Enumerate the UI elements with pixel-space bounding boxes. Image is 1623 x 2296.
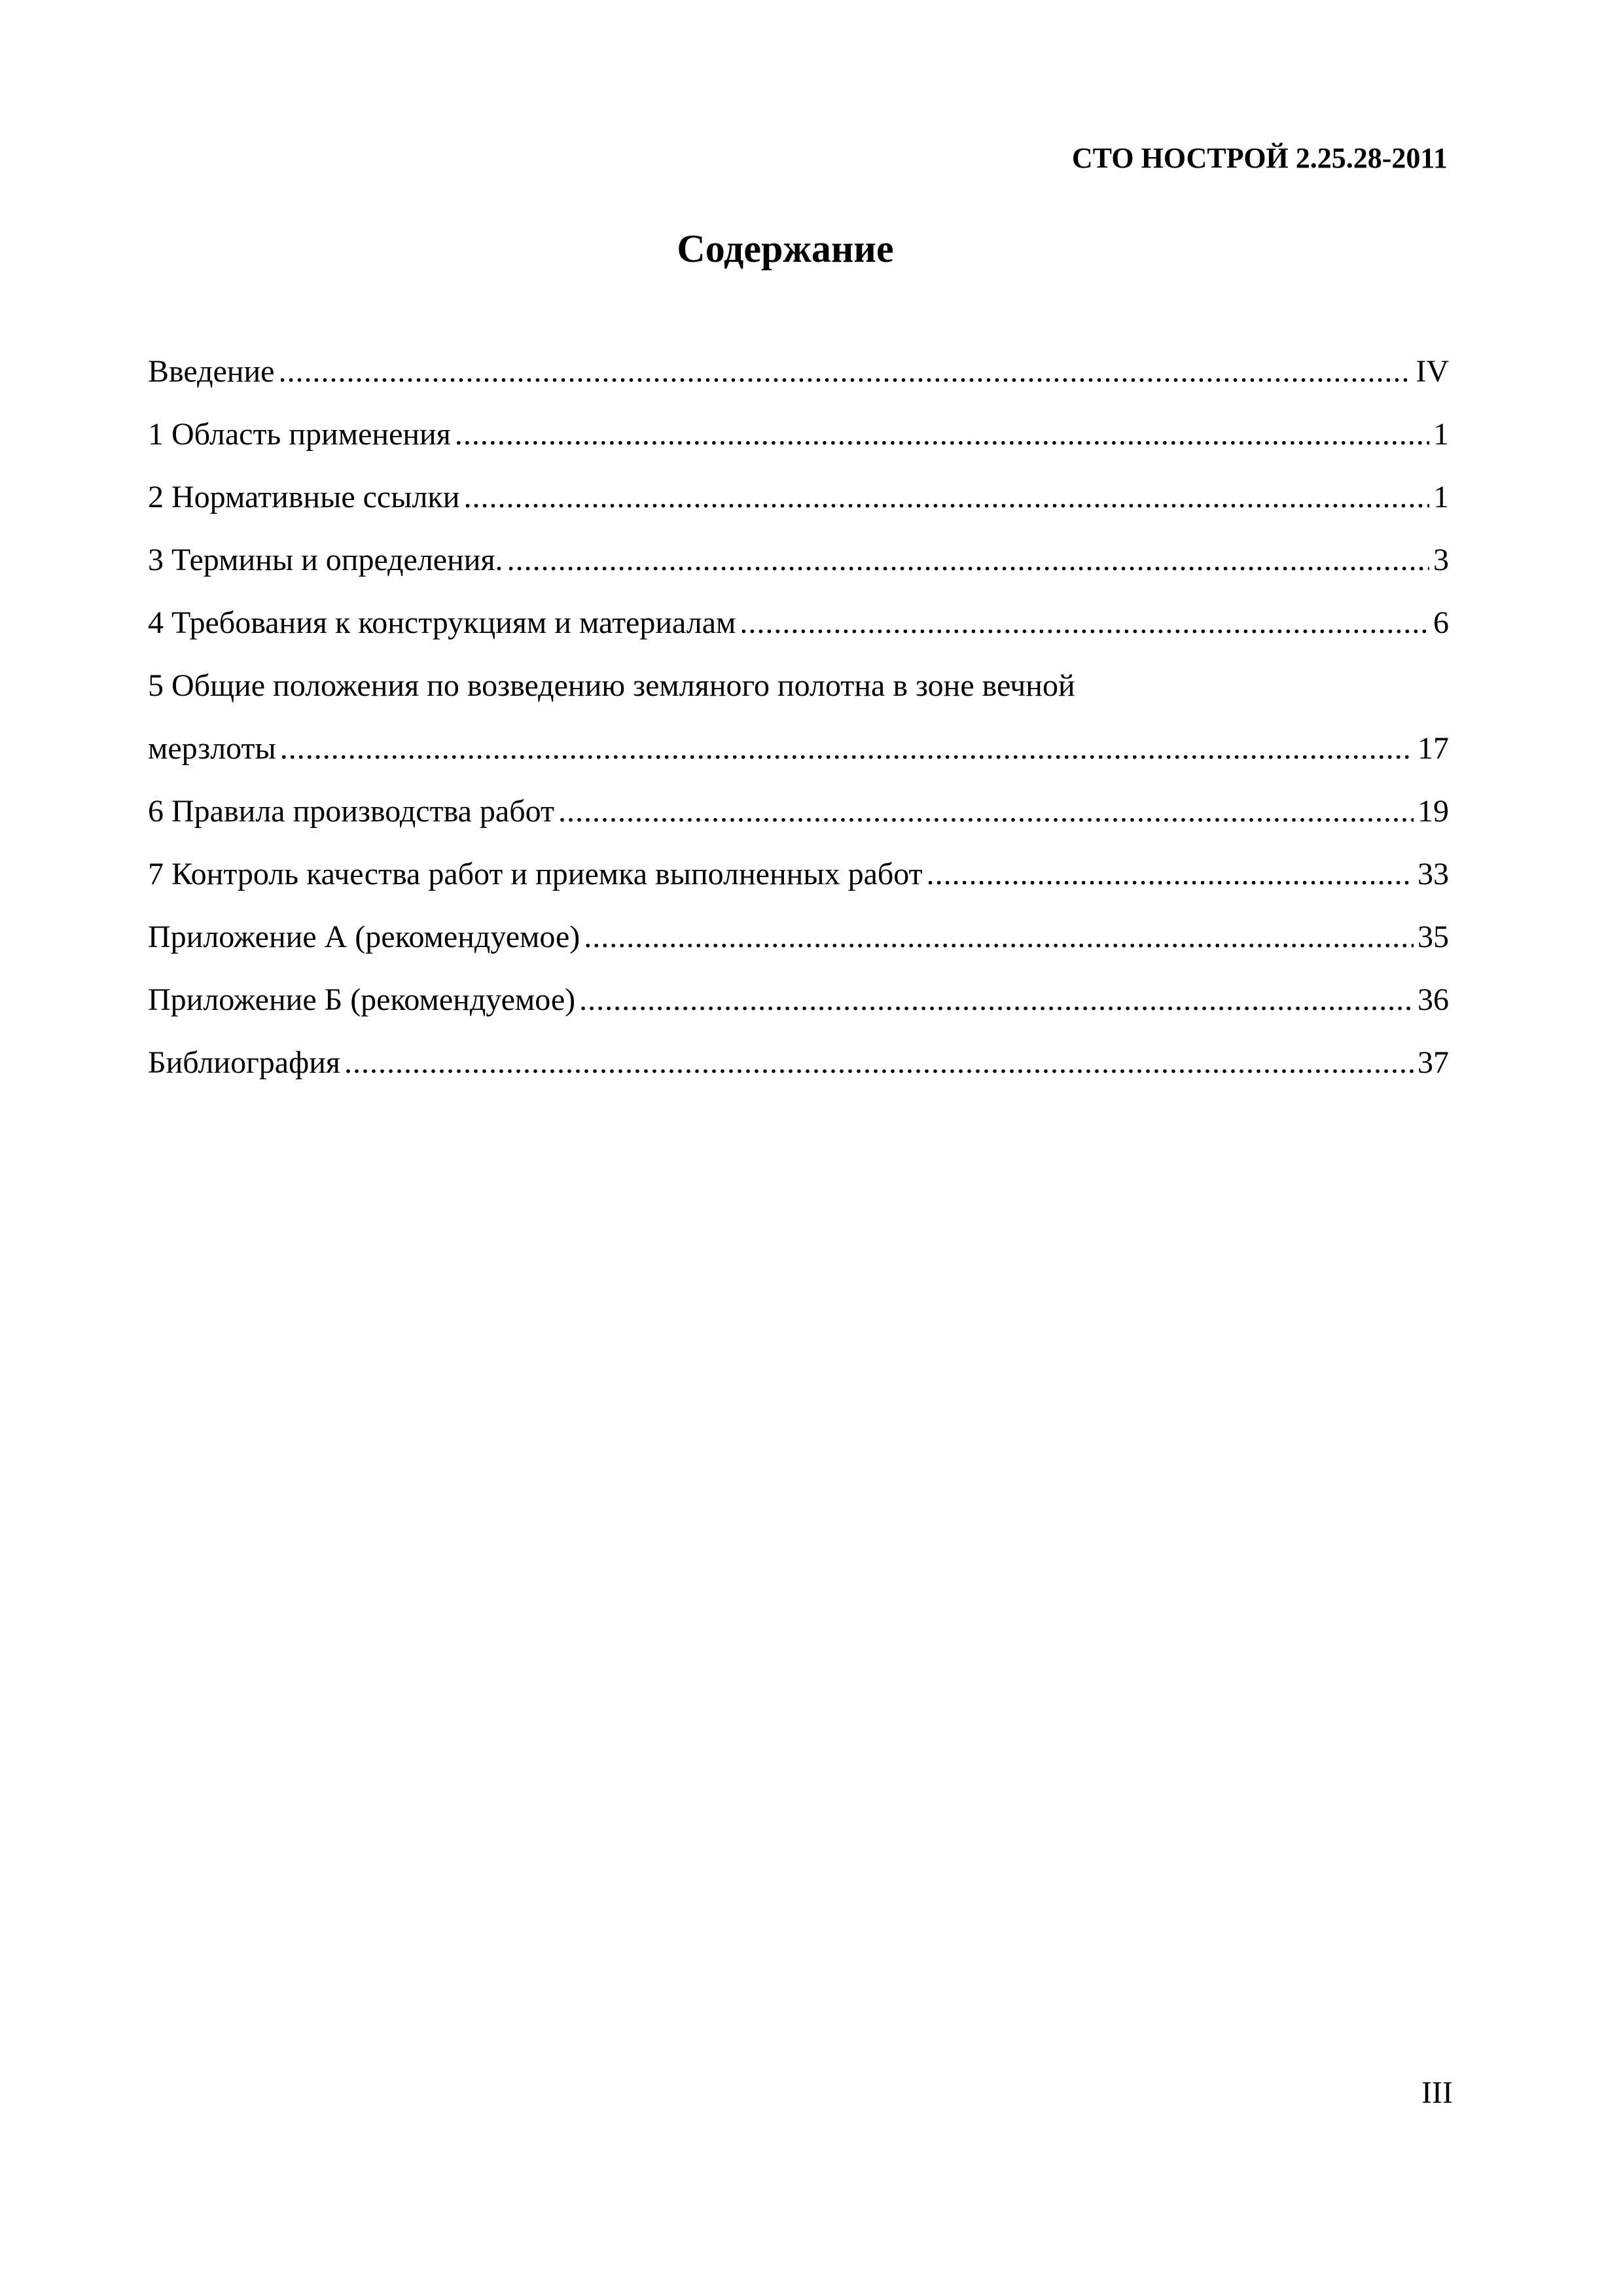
toc-entry-label: 3 Термины и определения. <box>148 543 503 577</box>
toc-dot-leader <box>558 780 1414 843</box>
toc-entry-terms[interactable] <box>148 529 1449 592</box>
toc-entry-page: 33 <box>1418 857 1449 891</box>
toc-entry-appendix-b[interactable] <box>148 969 1449 1031</box>
toc-entry-label: Библиография <box>148 1045 340 1080</box>
toc-entry-introduction[interactable] <box>148 340 1449 403</box>
toc-entry-label: Приложение А (рекомендуемое) <box>148 920 580 954</box>
toc-entry-page: 6 <box>1433 605 1449 640</box>
toc-dot-leader <box>927 843 1414 906</box>
toc-entry-work-rules[interactable] <box>148 780 1449 843</box>
toc-dot-leader <box>455 403 1429 466</box>
toc-dot-leader <box>579 969 1414 1031</box>
toc-entry-page: 35 <box>1418 920 1449 954</box>
toc-dot-leader <box>463 466 1429 529</box>
document-code: СТО НОСТРОЙ 2.25.28-2011 <box>1071 142 1448 174</box>
toc-entry-page: 19 <box>1418 794 1449 829</box>
toc-entry-label: 2 Нормативные ссылки <box>148 480 460 514</box>
toc-entry-label: 1 Область применения <box>148 417 451 452</box>
toc-entry-quality-control[interactable] <box>148 843 1449 906</box>
table-of-contents <box>148 340 1449 1094</box>
toc-entry-requirements[interactable] <box>148 592 1449 655</box>
toc-dot-leader <box>344 1031 1414 1094</box>
toc-entry-general-provisions-line1[interactable]: 5 Общие положения по возведению земляного полотна в зоне вечной <box>148 668 1075 703</box>
page-number: III <box>1421 2075 1453 2110</box>
toc-entry-label: 6 Правила производства работ <box>148 794 554 829</box>
toc-entry-appendix-a[interactable] <box>148 906 1449 969</box>
toc-entry-label: мерзлоты <box>148 731 276 766</box>
toc-entry-label: Введение <box>148 354 275 389</box>
toc-entry-page: IV <box>1416 354 1449 389</box>
toc-entry-scope[interactable] <box>148 403 1449 466</box>
toc-entry-normative-references[interactable] <box>148 466 1449 529</box>
toc-dot-leader <box>584 906 1414 969</box>
toc-entry-label: Приложение Б (рекомендуемое) <box>148 982 576 1017</box>
toc-entry-page: 36 <box>1418 982 1449 1017</box>
toc-dot-leader <box>740 592 1429 655</box>
toc-entry-page: 1 <box>1433 417 1449 452</box>
toc-entry-page: 3 <box>1433 543 1449 577</box>
toc-dot-leader <box>280 717 1414 780</box>
toc-entry-page: 1 <box>1433 480 1449 514</box>
toc-entry-page: 37 <box>1418 1045 1449 1080</box>
toc-entry-label: 4 Требования к конструкциям и материалам <box>148 605 736 640</box>
toc-entry-general-provisions[interactable] <box>148 717 1449 780</box>
page-title: Содержание <box>677 227 894 270</box>
toc-entry-bibliography[interactable] <box>148 1031 1449 1094</box>
toc-dot-leader <box>278 340 1412 403</box>
toc-dot-leader <box>507 529 1429 592</box>
toc-entry-page: 17 <box>1418 731 1449 766</box>
toc-entry-label: 7 Контроль качества работ и приемка выполненных работ <box>148 857 923 891</box>
